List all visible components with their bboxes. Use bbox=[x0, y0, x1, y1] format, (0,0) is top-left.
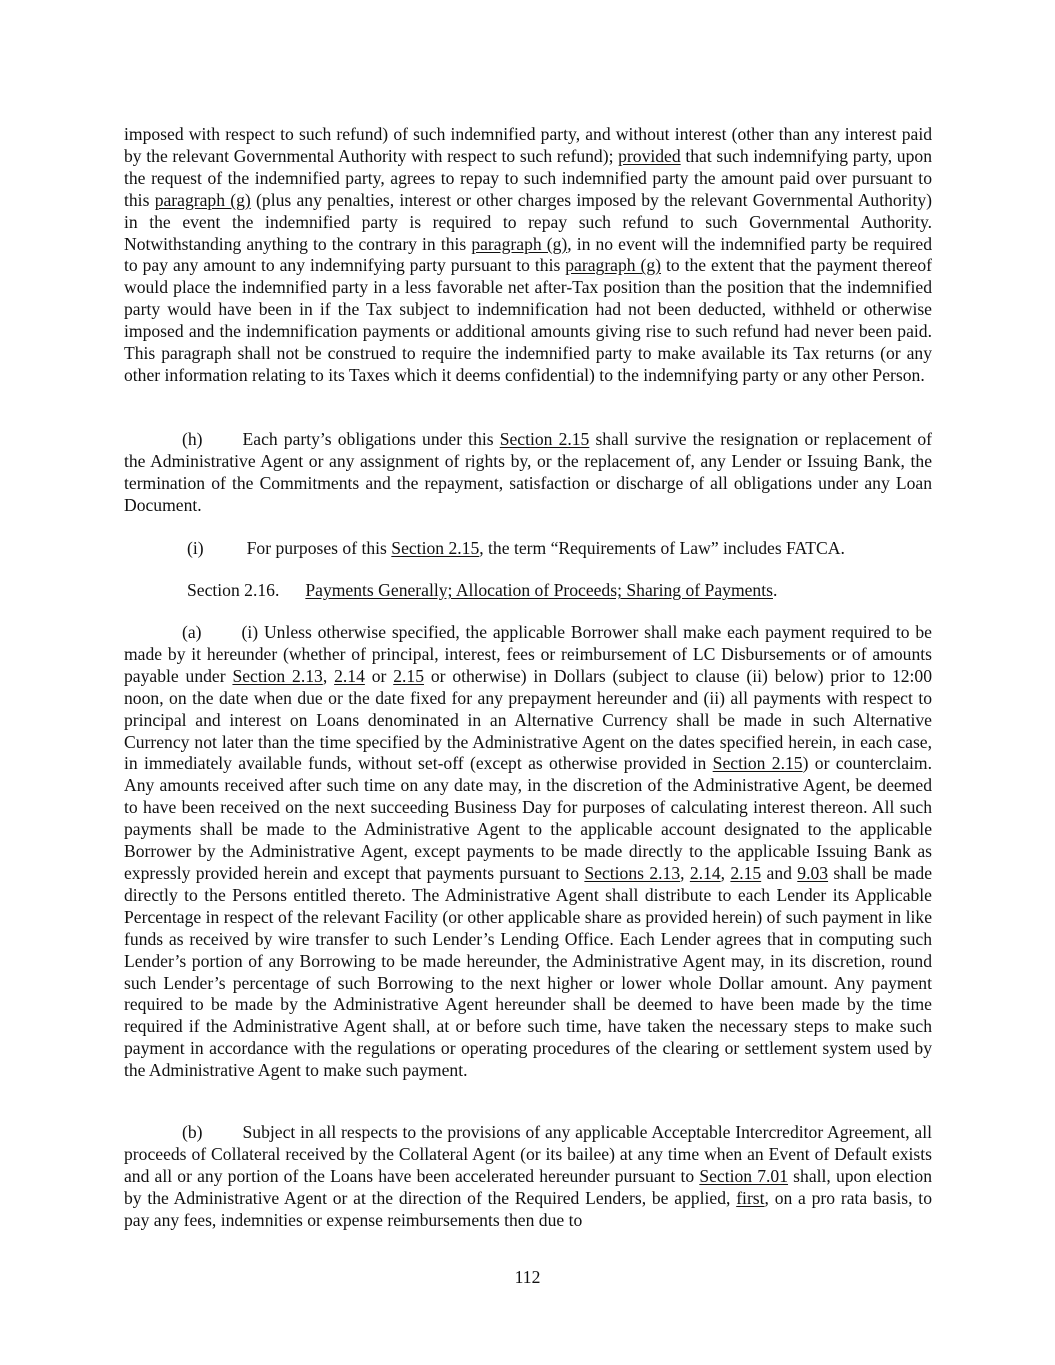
section-2-15-reference[interactable]: 2.15 bbox=[393, 665, 424, 686]
section-number: Section 2.16. bbox=[187, 580, 280, 600]
section-2-16-heading: Section 2.16. Payments Generally; Allocation of Proceeds; Sharing of Payments. bbox=[187, 580, 778, 600]
paragraph-a: (a) (i) Unless otherwise specified, the applicable Borrower shall make each payment required to be made by it hereunder (whether of principal, interest, fees or reimbursement of LC Disbursements or of amounts payable under Section 2.13, 2.14 or 2.15 or otherwise) in Dollars (subject to clause (ii) below) prior to 12:00 noon, on the date when due or the date fixed for any prepayment hereunder and (ii) all payments with respect to principal and interest on Loans denominated in an Alternative Currency shall be made in such Alternative Currency not later than the time specified by the Administrative Agent on the dates specified herein, in each case, in immediately available funds, without set-off (except as otherwise provided in Section 2.15) or counterclaim. Any amounts received after such time on any date may, in the discretion of the Administrative Agent, be deemed to have been received on the next succeeding Business Day for purposes of calculating interest thereon. All such payments shall be made to the Administrative Agent to the applicable account designated to the applicable Borrower by the Administrative Agent, except payments to be made directly to the applicable Issuing Bank as expressly provided herein and except that payments pursuant to Sections 2.13, 2.14, 2.15 and 9.03 shall be made directly to the Persons entitled thereto. The Administrative Agent shall distribute to each Lender its Applicable Percentage in respect of the relevant Facility (or other applicable share as provided herein) of such payment in like funds as received by wire transfer to such Lender’s Lending Office. Each Lender agrees that in computing such Lender’s portion of any Borrowing to be made hereunder, the Administrative Agent may, in its discretion, round such Lender’s percentage of such Borrowing to the next higher or lower whole Dollar amount. Any payment required to be made by the Administrative Agent hereunder shall be deemed to have been made by the time required if the Administrative Agent shall, at or before such time, have taken the necessary steps to make such payment in accordance with the regulations or operating procedures of the clearing or settlement system used by the Administrative Agent to make such payment. bbox=[124, 622, 933, 1081]
first-term: first bbox=[736, 1187, 765, 1208]
section-title: Payments Generally; Allocation of Proceeds; Sharing of Payments bbox=[305, 580, 773, 600]
paragraph-b: (b) Subject in all respects to the provisions of any applicable Acceptable Intercreditor Agreement, all proceeds of Collateral received by the Collateral Agent (or its bailee) at any time when an Event of Default exists and all or any portion of the Loans have been accelerated hereunder pursuant to Section 7.01 shall, upon election by the Administrative Agent or at the direction of the Required Lenders, be applied, first, on a pro rata basis, to pay any fees, indemnities or expense reimbursements then due to bbox=[124, 1122, 932, 1230]
section-2-15-reference[interactable]: Section 2.15 bbox=[499, 429, 590, 449]
section-2-15-reference[interactable]: 2.15 bbox=[730, 862, 762, 883]
paragraph-g-reference[interactable]: paragraph (g) bbox=[471, 233, 568, 254]
section-2-14-reference[interactable]: 2.14 bbox=[334, 665, 365, 686]
paragraph-a-label: (a) bbox=[182, 622, 202, 642]
paragraph-g-continuation: imposed with respect to such refund) of such indemnified party, and without interest (other than any interest paid by the relevant Governmental Authority with respect to such refund); provided that such indemnifying party, upon the request of the indemnified party, agrees to repay to such indemnified party the amount paid over pursuant to this paragraph (g) (plus any penalties, interest or other charges imposed by the relevant Governmental Authority) in the event the indemnified party is required to repay such refund to such Governmental Authority. Notwithstanding anything to the contrary in this paragraph (g), in no event will the indemnified party be required to pay any amount to any indemnifying party pursuant to this paragraph (g) to the extent that the payment thereof would place the indemnified party in a less favorable net after-Tax position than the position that the indemnified party would have been in if the Tax subject to indemnification had not been deducted, withheld or otherwise imposed and the indemnification payments or additional amounts giving rise to such refund had never been paid. This paragraph shall not be construed to require the indemnified party to make available its Tax returns (or any other information relating to its Taxes which it deems confidential) to the indemnifying party or any other Person. bbox=[124, 124, 933, 385]
paragraph-g-reference[interactable]: paragraph (g) bbox=[565, 255, 662, 276]
section-2-13-reference[interactable]: Section 2.13 bbox=[232, 665, 323, 686]
section-7-01-reference[interactable]: Section 7.01 bbox=[699, 1165, 789, 1186]
sections-2-13-reference[interactable]: Sections 2.13 bbox=[584, 862, 681, 883]
paragraph-h: (h) Each party’s obligations under this Section 2.15 shall survive the resignation or replacement of the Administrative Agent or any assignment of rights by, or the replacement of, any Lender or Issuing Bank, the termination of the Commitments and the repayment, satisfaction or discharge of all obligations under any Loan Document. bbox=[124, 429, 932, 515]
provided-term: provided bbox=[618, 145, 681, 166]
paragraph-g-reference[interactable]: paragraph (g) bbox=[154, 189, 251, 210]
section-2-15-reference[interactable]: Section 2.15 bbox=[391, 538, 480, 558]
paragraph-i-label: (i) bbox=[187, 538, 204, 558]
section-2-15-reference[interactable]: Section 2.15 bbox=[712, 753, 803, 774]
page-number: 112 bbox=[514, 1267, 541, 1287]
paragraph-h-label: (h) bbox=[182, 429, 203, 449]
paragraph-b-label: (b) bbox=[182, 1122, 203, 1142]
paragraph-i: (i) For purposes of this Section 2.15, the term “Requirements of Law” includes FATCA. bbox=[187, 538, 845, 558]
section-2-14-reference[interactable]: 2.14 bbox=[689, 862, 721, 883]
section-9-03-reference[interactable]: 9.03 bbox=[797, 862, 829, 883]
